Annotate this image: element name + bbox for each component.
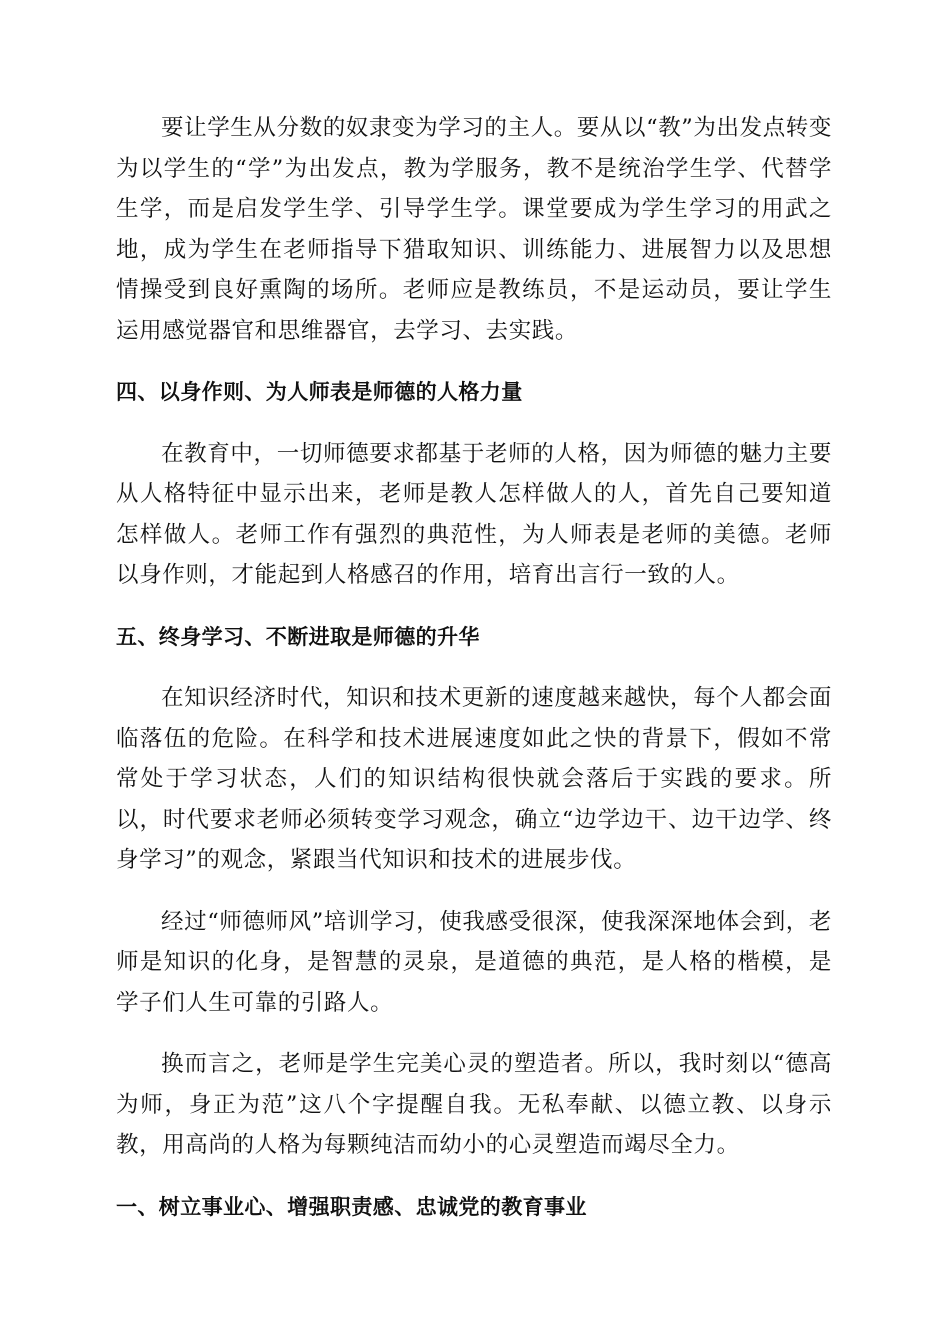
paragraph-student-as-master: 要让学生从分数的奴隶变为学习的主人。要从以“教”为出发点转变为以学生的“学”为出发点，教为学服务，教不是统治学生学、代替学生学，而是启发学生学、引导学生学。课堂要成为学生学习的用武之地，成为学生在老师指导下猎取知识、训练能力、进展智力以及思想情操受到良好熏陶的场所。老师应是教练员，不是运动员，要让学生运用感觉器官和思维器官，去学习、去实践。 xyxy=(116,115,833,344)
paragraph-teacher-personality: 在教育中，一切师德要求都基于老师的人格，因为师德的魅力主要从人格特征中显示出来，老师是教人怎样做人的人，首先自己要知道怎样做人。老师工作有强烈的典范性，为人师表是老师的美德。老师以身作则，才能起到人格感召的作用，培育出言行一致的人。 xyxy=(116,440,832,588)
heading-section-five: 五、终身学习、不断进取是师德的升华 xyxy=(116,624,480,649)
paragraph-training-reflection: 经过“师德师风”培训学习，使我感受很深，使我深深地体会到，老师是知识的化身，是智慧的灵泉，是道德的典范，是人格的楷模，是学子们人生可靠的引路人。 xyxy=(116,908,833,1016)
heading-section-one: 一、树立事业心、增强职责感、忠诚党的教育事业 xyxy=(116,1194,587,1219)
paragraph-soul-shaper: 换而言之，老师是学生完美心灵的塑造者。所以，我时刻以“德高为师，身正为范”这八个字提醒自我。无私奉献、以德立教、以身示教，用高尚的人格为每颗纯洁而幼小的心灵塑造而竭尽全力。 xyxy=(116,1051,832,1158)
paragraph-lifelong-learning: 在知识经济时代，知识和技术更新的速度越来越快，每个人都会面临落伍的危险。在科学和技术进展速度如此之快的背景下，假如不常常处于学习状态，人们的知识结构很快就会落后于实践的要求。所以，时代要求老师必须转变学习观念，确立“边学边干、边干边学、终身学习”的观念，紧跟当代知识和技术的进展步伐。 xyxy=(116,685,832,873)
document-body xyxy=(116,108,832,1248)
heading-section-four: 四、以身作则、为人师表是师德的人格力量 xyxy=(116,380,523,404)
